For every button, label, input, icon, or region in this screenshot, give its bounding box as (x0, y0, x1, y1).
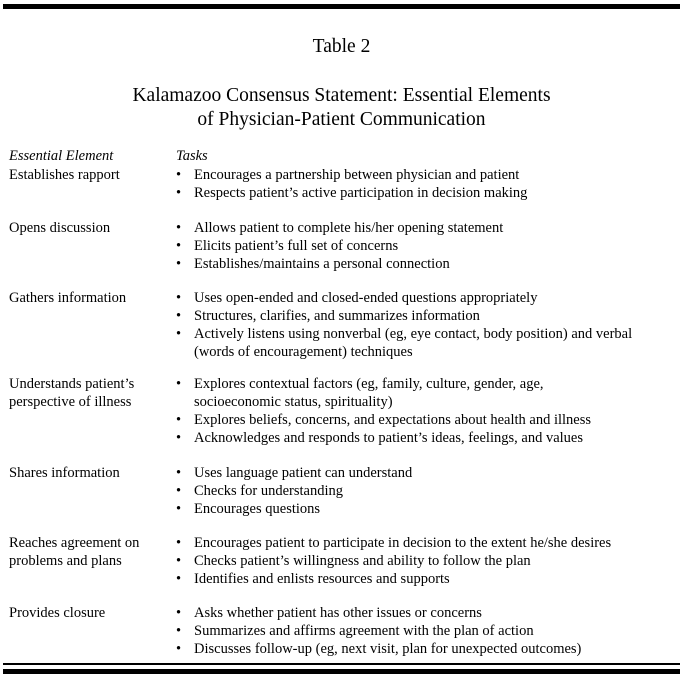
essential-element-line: Understands patient’s (9, 376, 135, 392)
task-list (176, 219, 676, 273)
bullet-icon: • (176, 308, 182, 324)
essential-element-line: Opens discussion (9, 220, 111, 236)
top-rule (3, 4, 680, 9)
task-item (176, 534, 676, 552)
task-item (176, 255, 676, 273)
task-item (176, 622, 676, 640)
task-item (176, 375, 676, 411)
essential-element-line: Provides closure (9, 605, 106, 621)
task-item (176, 166, 676, 184)
task-text: Respects patient’s active participation in decision making (194, 185, 528, 201)
essential-element (9, 534, 169, 570)
essential-element-line: Reaches agreement on (9, 535, 140, 551)
task-item (176, 307, 676, 325)
task-text: Structures, clarifies, and summarizes information (194, 308, 480, 324)
bullet-icon: • (176, 501, 182, 517)
table-title-line: Kalamazoo Consensus Statement: Essential Elements (132, 85, 551, 106)
task-list (176, 166, 676, 202)
bullet-icon: • (176, 571, 182, 587)
bullet-icon: • (176, 326, 182, 342)
bullet-icon: • (176, 535, 182, 551)
task-text: Acknowledges and responds to patient’s ideas, feelings, and values (194, 430, 583, 446)
task-item (176, 640, 676, 658)
task-text: Identifies and enlists resources and supports (194, 571, 450, 587)
bullet-icon: • (176, 483, 182, 499)
task-text: Encourages a partnership between physician and patient (194, 167, 520, 183)
task-text: Uses language patient can understand (194, 465, 413, 481)
bullet-icon: • (176, 605, 182, 621)
task-list (176, 534, 676, 588)
task-item (176, 237, 676, 255)
task-text: Asks whether patient has other issues or concerns (194, 605, 482, 621)
task-text: Encourages patient to participate in decision to the extent he/she desires (194, 535, 612, 551)
task-item (176, 500, 676, 518)
bullet-icon: • (176, 465, 182, 481)
task-list (176, 604, 676, 658)
bullet-icon: • (176, 553, 182, 569)
task-text: Discusses follow-up (eg, next visit, plan for unexpected outcomes) (194, 641, 582, 657)
bullet-icon: • (176, 185, 182, 201)
bullet-icon: • (176, 623, 182, 639)
essential-element (9, 219, 169, 237)
column-header-element: Essential Element (9, 148, 114, 164)
task-text: Actively listens using nonverbal (eg, eye contact, body position) and verbal (194, 326, 633, 342)
essential-element-line: Establishes rapport (9, 167, 120, 183)
task-item (176, 482, 676, 500)
task-list (176, 289, 676, 361)
essential-element-line: Shares information (9, 465, 120, 481)
task-text: Summarizes and affirms agreement with the plan of action (194, 623, 534, 639)
task-text: Allows patient to complete his/her opening statement (194, 220, 504, 236)
bullet-icon: • (176, 256, 182, 272)
task-text: (words of encouragement) techniques (194, 344, 413, 360)
table-label: Table 2 (312, 36, 371, 57)
task-list (176, 375, 676, 447)
task-text: Elicits patient’s full set of concerns (194, 238, 399, 254)
table-title-line: of Physician-Patient Communication (197, 109, 486, 130)
task-text: Establishes/maintains a personal connection (194, 256, 450, 272)
table-title (0, 84, 683, 132)
essential-element-line: problems and plans (9, 553, 122, 569)
task-text: Explores beliefs, concerns, and expectations about health and illness (194, 412, 592, 428)
essential-element (9, 375, 169, 411)
task-text: Uses open-ended and closed-ended questions appropriately (194, 290, 538, 306)
task-text: Checks patient’s willingness and ability to follow the plan (194, 553, 531, 569)
task-text: socioeconomic status, spirituality) (194, 394, 393, 410)
task-item (176, 325, 676, 361)
essential-element (9, 289, 169, 307)
task-item (176, 429, 676, 447)
task-list (176, 464, 676, 518)
task-item (176, 570, 676, 588)
task-item (176, 464, 676, 482)
task-item (176, 219, 676, 237)
task-item (176, 604, 676, 622)
essential-element (9, 464, 169, 482)
task-item (176, 411, 676, 429)
bullet-icon: • (176, 376, 182, 392)
bullet-icon: • (176, 430, 182, 446)
bullet-icon: • (176, 290, 182, 306)
bullet-icon: • (176, 167, 182, 183)
essential-element-line: perspective of illness (9, 394, 132, 410)
task-item (176, 552, 676, 570)
bottom-rule-thin (3, 663, 680, 665)
bullet-icon: • (176, 641, 182, 657)
task-text: Explores contextual factors (eg, family, culture, gender, age, (194, 376, 544, 392)
essential-element (9, 604, 169, 622)
essential-element (9, 166, 169, 184)
bullet-icon: • (176, 238, 182, 254)
task-text: Encourages questions (194, 501, 321, 517)
bullet-icon: • (176, 412, 182, 428)
essential-element-line: Gathers information (9, 290, 127, 306)
task-item (176, 289, 676, 307)
column-header-tasks: Tasks (176, 148, 208, 164)
bottom-rule-thick (3, 669, 680, 674)
bullet-icon: • (176, 220, 182, 236)
task-item (176, 184, 676, 202)
task-text: Checks for understanding (194, 483, 343, 499)
